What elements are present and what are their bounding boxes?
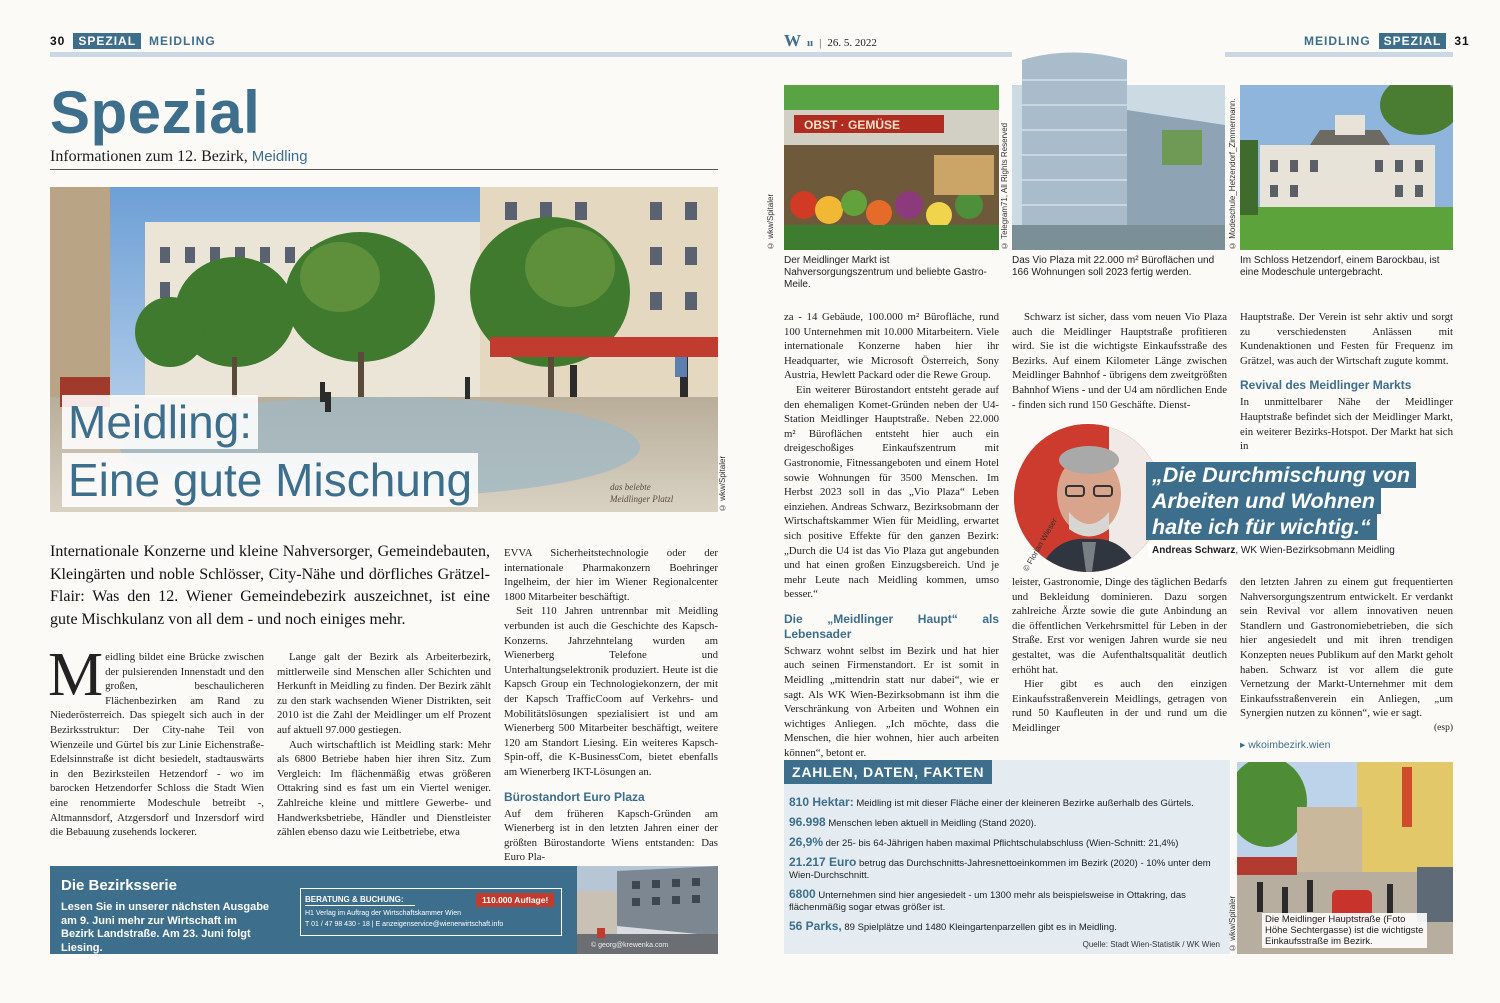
col3-paragraph-1: EVVA Sicherheitstechnologie oder der internationale Pharmakonzern Boehringer Ingelheim, der hier im Wiener Regionalcenter 1800 Mitarbeiter beschäftigt.: [504, 547, 718, 603]
right-page-masthead: W ıı | 26. 5. 2022: [784, 31, 877, 50]
market-photo: [784, 85, 999, 250]
rc2-paragraph-2: leister, Gastronomie, Dinge des täglichen Bedarfs und Bekleidung dominieren. Dazu sorgen zahlreiche Ärzte sowie die gute Anbindung an die öffentlichen Verkehrsmittel für Leben in der Straße. Erst vor wenigen Jahren wurde sie neu gestaltet, was die Aufenthaltsqualität deutlich erhöht hat.: [1012, 576, 1227, 676]
col3-paragraph-3: Auf dem früheren Kapsch-Gründen am Wienerberg ist in den letzten Jahren einer der größten Bürostandorte Wiens entstanden: Das Euro Pla-: [504, 807, 718, 864]
series-banner: [50, 866, 718, 954]
booking-title: BERATUNG & BUCHUNG:: [305, 895, 415, 906]
series-text: Lesen Sie in unserer nächsten Ausgabe am 9. Juni mehr zur Wirtschaft im Bezirk Landstraße. Am 23. Juni folgt Liesing.: [61, 901, 270, 954]
rc3-paragraph-1: Hauptstraße. Der Verein ist sehr aktiv und sorgt zu verschiedensten Anlässen mit Kundenaktionen und Festen für Frequenz im Grätzel, was auch der Wirtschaft zugute kommt.: [1240, 311, 1453, 367]
rc1-paragraph-1: za - 14 Gebäude, 100.000 m² Bürofläche, rund 100 Unternehmen mit 10.000 Mitarbeitern. Viele internationale Konzerne haben hier ihr Headquarter, wie Microsoft Österreich, Sony Austria, Hewlett Packard oder die Rewe Group.: [784, 311, 999, 382]
fact-text: Meidling ist mit dieser Fläche einer der kleineren Bezirke außerhalb des Gürtels.: [853, 798, 1194, 809]
district-label: MEIDLING: [149, 34, 216, 48]
page-number: 31: [1454, 34, 1470, 48]
fact-text: betrug das Durchschnitts-Jahresnettoeinkommen im Bezirk (2020) - 10% unter dem Wien-Durchschnitt.: [789, 858, 1211, 881]
hero-caption-line1: das belebte: [610, 482, 651, 492]
schloss-caption: Im Schloss Hetzendorf, einem Barockbau, ist eine Modeschule untergebracht.: [1240, 255, 1440, 278]
right-page-header: [1304, 33, 1470, 49]
schloss-illustration: [1240, 85, 1453, 250]
series-photo: [577, 866, 718, 954]
author-tag: (esp): [1434, 722, 1453, 733]
text-column-3: [504, 546, 718, 865]
booking-box: [300, 888, 562, 936]
vio-plaza-caption: Das Vio Plaza mit 22.000 m² Büroflächen und 166 Wohnungen soll 2023 fertig werden.: [1012, 255, 1215, 278]
headline-line-2: Eine gute Mischung: [62, 453, 478, 507]
fact-number: 6800: [789, 887, 816, 901]
col2-paragraph-1: Lange galt der Bezirk als Arbeiterbezirk, mittlerweile sind Menschen aller Schichten und Herkunft in Meidling zu finden. Der Bezirk zählt zu den stark wachsenden Wiener Distrikten, seit 2010 ist die Zahl der Meidlinger um elf Prozent auf aktuell 97.000 gestiegen.: [277, 651, 491, 736]
fact-item: [789, 888, 1221, 914]
fact-text: der 25- bis 64-Jährigen haben maximal Pflichtschulabschluss (Wien-Schnitt: 21,4%): [823, 838, 1179, 849]
street-caption: Die Meidlinger Hauptstraße (Foto Höhe Sechtergasse) ist die wichtigste Einkaufsstraße im Bezirk.: [1262, 913, 1427, 948]
right-column-3-top: [1240, 310, 1453, 454]
quote-attribution: [1148, 544, 1399, 557]
col2-paragraph-2: Auch wirtschaftlich ist Meidling stark: Mehr als 6800 Betriebe haben hier ihren Sitz. Zum Vergleich: Im flächenmäßig etwas größeren Ottakring sind es fast um ein Viertel weniger. Zahlreiche kleine und mittlere Gewerbe- und Handwerksbetriebe, Händler und Dienstleister zählen ebenso dazu wie Leitbetriebe, etwa: [277, 738, 491, 839]
schloss-photo: [1240, 85, 1453, 250]
web-link[interactable]: ▸ wkoimbezirk.wien: [1240, 738, 1331, 751]
quote-name: Andreas Schwarz: [1152, 545, 1236, 556]
text-column-2: [277, 650, 491, 840]
rc2-paragraph-1: Schwarz ist sicher, dass vom neuen Vio Plaza auch die Meidlinger Hauptstraße profitieren wird. Sie ist die wichtigste Einkaufsstraße des Bezirks. Auf einem Kilometer Länge zwischen Meidlinger Bahnhof - übrigens dem zweitgrößten Bahnhof Wiens - und der U4 am nördlichen Ende - finden sich rund 150 Geschäfte. Dienst-: [1012, 311, 1227, 411]
subtitle-text: Informationen zum 12. Bezirk,: [50, 148, 252, 165]
hero-caption-line2: Meidlinger Platzl: [610, 494, 674, 504]
market-photo-illustration: [784, 85, 999, 250]
street-credit: © wkw/Spitaler: [1228, 895, 1237, 952]
issue-date: 26. 5. 2022: [827, 37, 877, 49]
quote-role: , WK Wien-Bezirksobmann Meidling: [1235, 545, 1395, 556]
district-label: MEIDLING: [1304, 34, 1371, 48]
fact-number: 26,9%: [789, 835, 824, 849]
rc3-subheading: Revival des Meidlinger Markts: [1240, 378, 1412, 393]
market-photo-credit: © wkw/Spitaler: [766, 193, 775, 250]
circulation-badge: 110.000 Auflage!: [476, 893, 554, 907]
masthead-logo: W: [784, 31, 801, 50]
drop-cap: M: [48, 641, 104, 709]
vio-plaza-photo: [1012, 50, 1225, 250]
left-page-header: [50, 33, 216, 49]
vio-plaza-illustration: [1012, 50, 1225, 250]
section-tag: SPEZIAL: [1379, 33, 1447, 49]
series-title: Die Bezirksserie: [61, 877, 177, 894]
facts-source: Quelle: Stadt Wien-Statistik / WK Wien: [1082, 940, 1220, 949]
masthead-sub: ıı: [807, 37, 814, 49]
fact-item: [789, 836, 1221, 850]
facts-list: [789, 796, 1221, 940]
fact-number: 96.998: [789, 815, 826, 829]
fact-number: 810 Hektar:: [789, 795, 854, 809]
fact-number: 21.217 Euro: [789, 855, 857, 869]
rc1-subheading: Die „Meidlinger Haupt“ als Lebensader: [784, 611, 999, 641]
rc2-paragraph-3: Hier gibt es auch den einzigen Einkaufsstraßenverein Meidlings, getragen von rund 50 Kaufleuten in der und rund um die Meidlinger: [1012, 678, 1227, 734]
fact-item: [789, 920, 1221, 934]
series-photo-illustration: [577, 866, 718, 954]
col3-paragraph-2: Seit 110 Jahren untrennbar mit Meidling verbunden ist auch die Geschichte des Kapsch-Konzerns. Jahrzehntelang wurden am Wienerberg Telefone und Unterhaltungselektronik produziert. Heute ist die Kapsch Group ein Technologiekonzern, der mit der Kapsch TrafficCoom auf Verkehrs- und Mobilitätslösungen spezialisiert ist und am Wienerberg 500 Mitarbeiter beschäftigt, weitere 120 am Standort Liesing. Ein weiteres Kapsch-Spin-off, die K-BusinessCom, bietet ebenfalls am Wienerberg IKT-Lösungen an.: [504, 605, 718, 778]
page-subtitle: [50, 148, 308, 166]
fact-text: Menschen leben aktuell in Meidling (Stand 2020).: [825, 818, 1037, 829]
schloss-credit: © Modeschule_Hetzendorf_Zimmermann.: [1228, 98, 1237, 250]
rc1-paragraph-3: Schwarz wohnt selbst im Bezirk und hat hier auch seinen Firmenstandort. Er ist somit in Meidling „mittendrin statt nur dabei“, wie er sagt. Als WK Wien-Bezirksobmann ist ihm die Verschränkung von Arbeiten und Wohnen ein wichtiges Anliegen. „Ich möchte, dass die Menschen, die hier wohnen, hier auch arbeiten können“, betont er.: [784, 644, 999, 760]
facts-title: ZAHLEN, DATEN, FAKTEN: [784, 760, 992, 784]
right-column-1: [784, 310, 999, 761]
rc1-paragraph-2: Ein weiterer Bürostandort entsteht gerade auf den ehemaligen Komet-Gründen neben der U4-Station Meidlinger Hauptstraße. Neben 22.000 m² Büroflächen entsteht hier auch ein dreigeschoßiges Einkaufszentrum mit Gastronomie, Fitnessangeboten und einem Hotel sowie Wohnungen für 3500 Menschen. Im Herbst 2023 soll in das „Vio Plaza“ Leben einziehen. Andreas Schwarz, Bezirksobmann der Wirtschaftskammer Wien für Meidling, erwartet sich positive Effekte für den ganzen Bezirk: „Durch die U4 ist das Vio Plaza gut angebunden und hat einen großen Einzugsbereich. Und je mehr Leute nach Meidling kommen, umso besser.“: [784, 383, 999, 601]
facts-box: [784, 760, 1230, 954]
col3-subheading: Bürostandort Euro Plaza: [504, 789, 645, 804]
divider: [50, 169, 718, 170]
fact-text: 89 Spielplätze und 1480 Kleingartenparzellen gibt es in Meidling.: [841, 922, 1117, 933]
pull-quote-line-2: Arbeiten und Wohnen: [1146, 488, 1381, 514]
fact-text: Unternehmen sind hier angesiedelt - um 1300 mehr als beispielsweise in Ottakring, das flächenmäßig sogar etwas größer ist.: [789, 890, 1186, 913]
subtitle-district: Meidling: [251, 148, 308, 165]
page-number: 30: [50, 34, 66, 48]
hero-credit: © wkw/Spitaler: [718, 455, 727, 512]
vio-plaza-credit: © Telegram71, All Rights Reserved: [1000, 122, 1009, 250]
right-column-2-top: [1012, 310, 1227, 412]
pull-quote: [1146, 462, 1416, 540]
rc3-paragraph-3: den letzten Jahren zu einem gut frequentierten Nahversorgungszentrum entwickelt. Er verdankt sein Revival vor allem innovativen neuen Standlern und Gastronomiebetrieben, die sich hier angesiedelt und mit ihren trendigen Konzepten neues Publikum auf den Markt geholt haben. Schwarz ist vor allem die gute Vernetzung der Markt-Unternehmer mit dem Einkaufsstraßenverein ein Anliegen, „um Synergien nutzen zu können“, wie er sagt.: [1240, 576, 1453, 720]
text-column-1: [48, 641, 264, 840]
right-column-3-bottom: [1240, 575, 1453, 752]
market-sign: OBST · GEMÜSE: [804, 118, 901, 132]
portrait-credit: © Florian Wieser: [1021, 516, 1059, 573]
fact-item: [789, 796, 1221, 810]
series-photo-credit: © georg@krewenka.com: [591, 942, 669, 949]
headline-line-1: Meidling:: [62, 395, 258, 449]
pull-quote-line-3: halte ich für wichtig.“: [1146, 514, 1377, 540]
header-rule: [50, 52, 1453, 57]
col1-text: eidling bildet eine Brücke zwischen der pulsierenden Innenstadt und den großen, beschaulicheren Flächenbezirken am Rand zu Niederösterreich. Das spiegelt sich auch in der Bezirksstruktur: Der City-nahe Teil von Wienzeile und Gürtel bis zur Linie Eichenstraße-Edelsinnstraße ist dicht besiedelt, stadtauswärts in den Bezirksteilen Hetzendorf - wo im barocken Hetzendorfer Schloss die Stadt Wien eine renommierte Modeschule betreibt -, Altmannsdorf, Atzgersdorf und Inzersdorf wird die Bebauung zusehends lockerer.: [50, 651, 264, 839]
booking-line-2: T 01 / 47 98 430 - 18 | E anzeigenservice@wienerwirtschaft.info: [305, 921, 504, 928]
page-title: Spezial: [50, 79, 261, 146]
booking-line-1: H1 Verlag im Auftrag der Wirtschaftskammer Wien: [305, 910, 461, 917]
lead-paragraph: Internationale Konzerne und kleine Nahversorger, Gemeindebauten, Kleingärten und noble Schlösser, City-Nähe und dörfliches Grätzel-Flair: Was den 12. Wiener Gemeindebezirk auszeichnet, ist eine gute Mischkulanz von all dem - und noch einiges mehr.: [50, 543, 490, 628]
rc3-paragraph-2: In unmittelbarer Nähe der Meidlinger Hauptstraße befindet sich der Meidlinger Markt, ein weiterer Bezirks-Hotspot. Der Markt hat sich in: [1240, 396, 1453, 453]
section-tag: SPEZIAL: [73, 33, 141, 49]
fact-item: [789, 856, 1221, 882]
fact-item: [789, 816, 1221, 830]
right-column-2-bottom: [1012, 575, 1227, 736]
pull-quote-line-1: „Die Durchmischung von: [1146, 462, 1416, 488]
market-caption: Der Meidlinger Markt ist Nahversorgungszentrum und beliebte Gastro-Meile.: [784, 255, 987, 290]
fact-number: 56 Parks,: [789, 919, 842, 933]
hero-caption: [610, 481, 673, 505]
